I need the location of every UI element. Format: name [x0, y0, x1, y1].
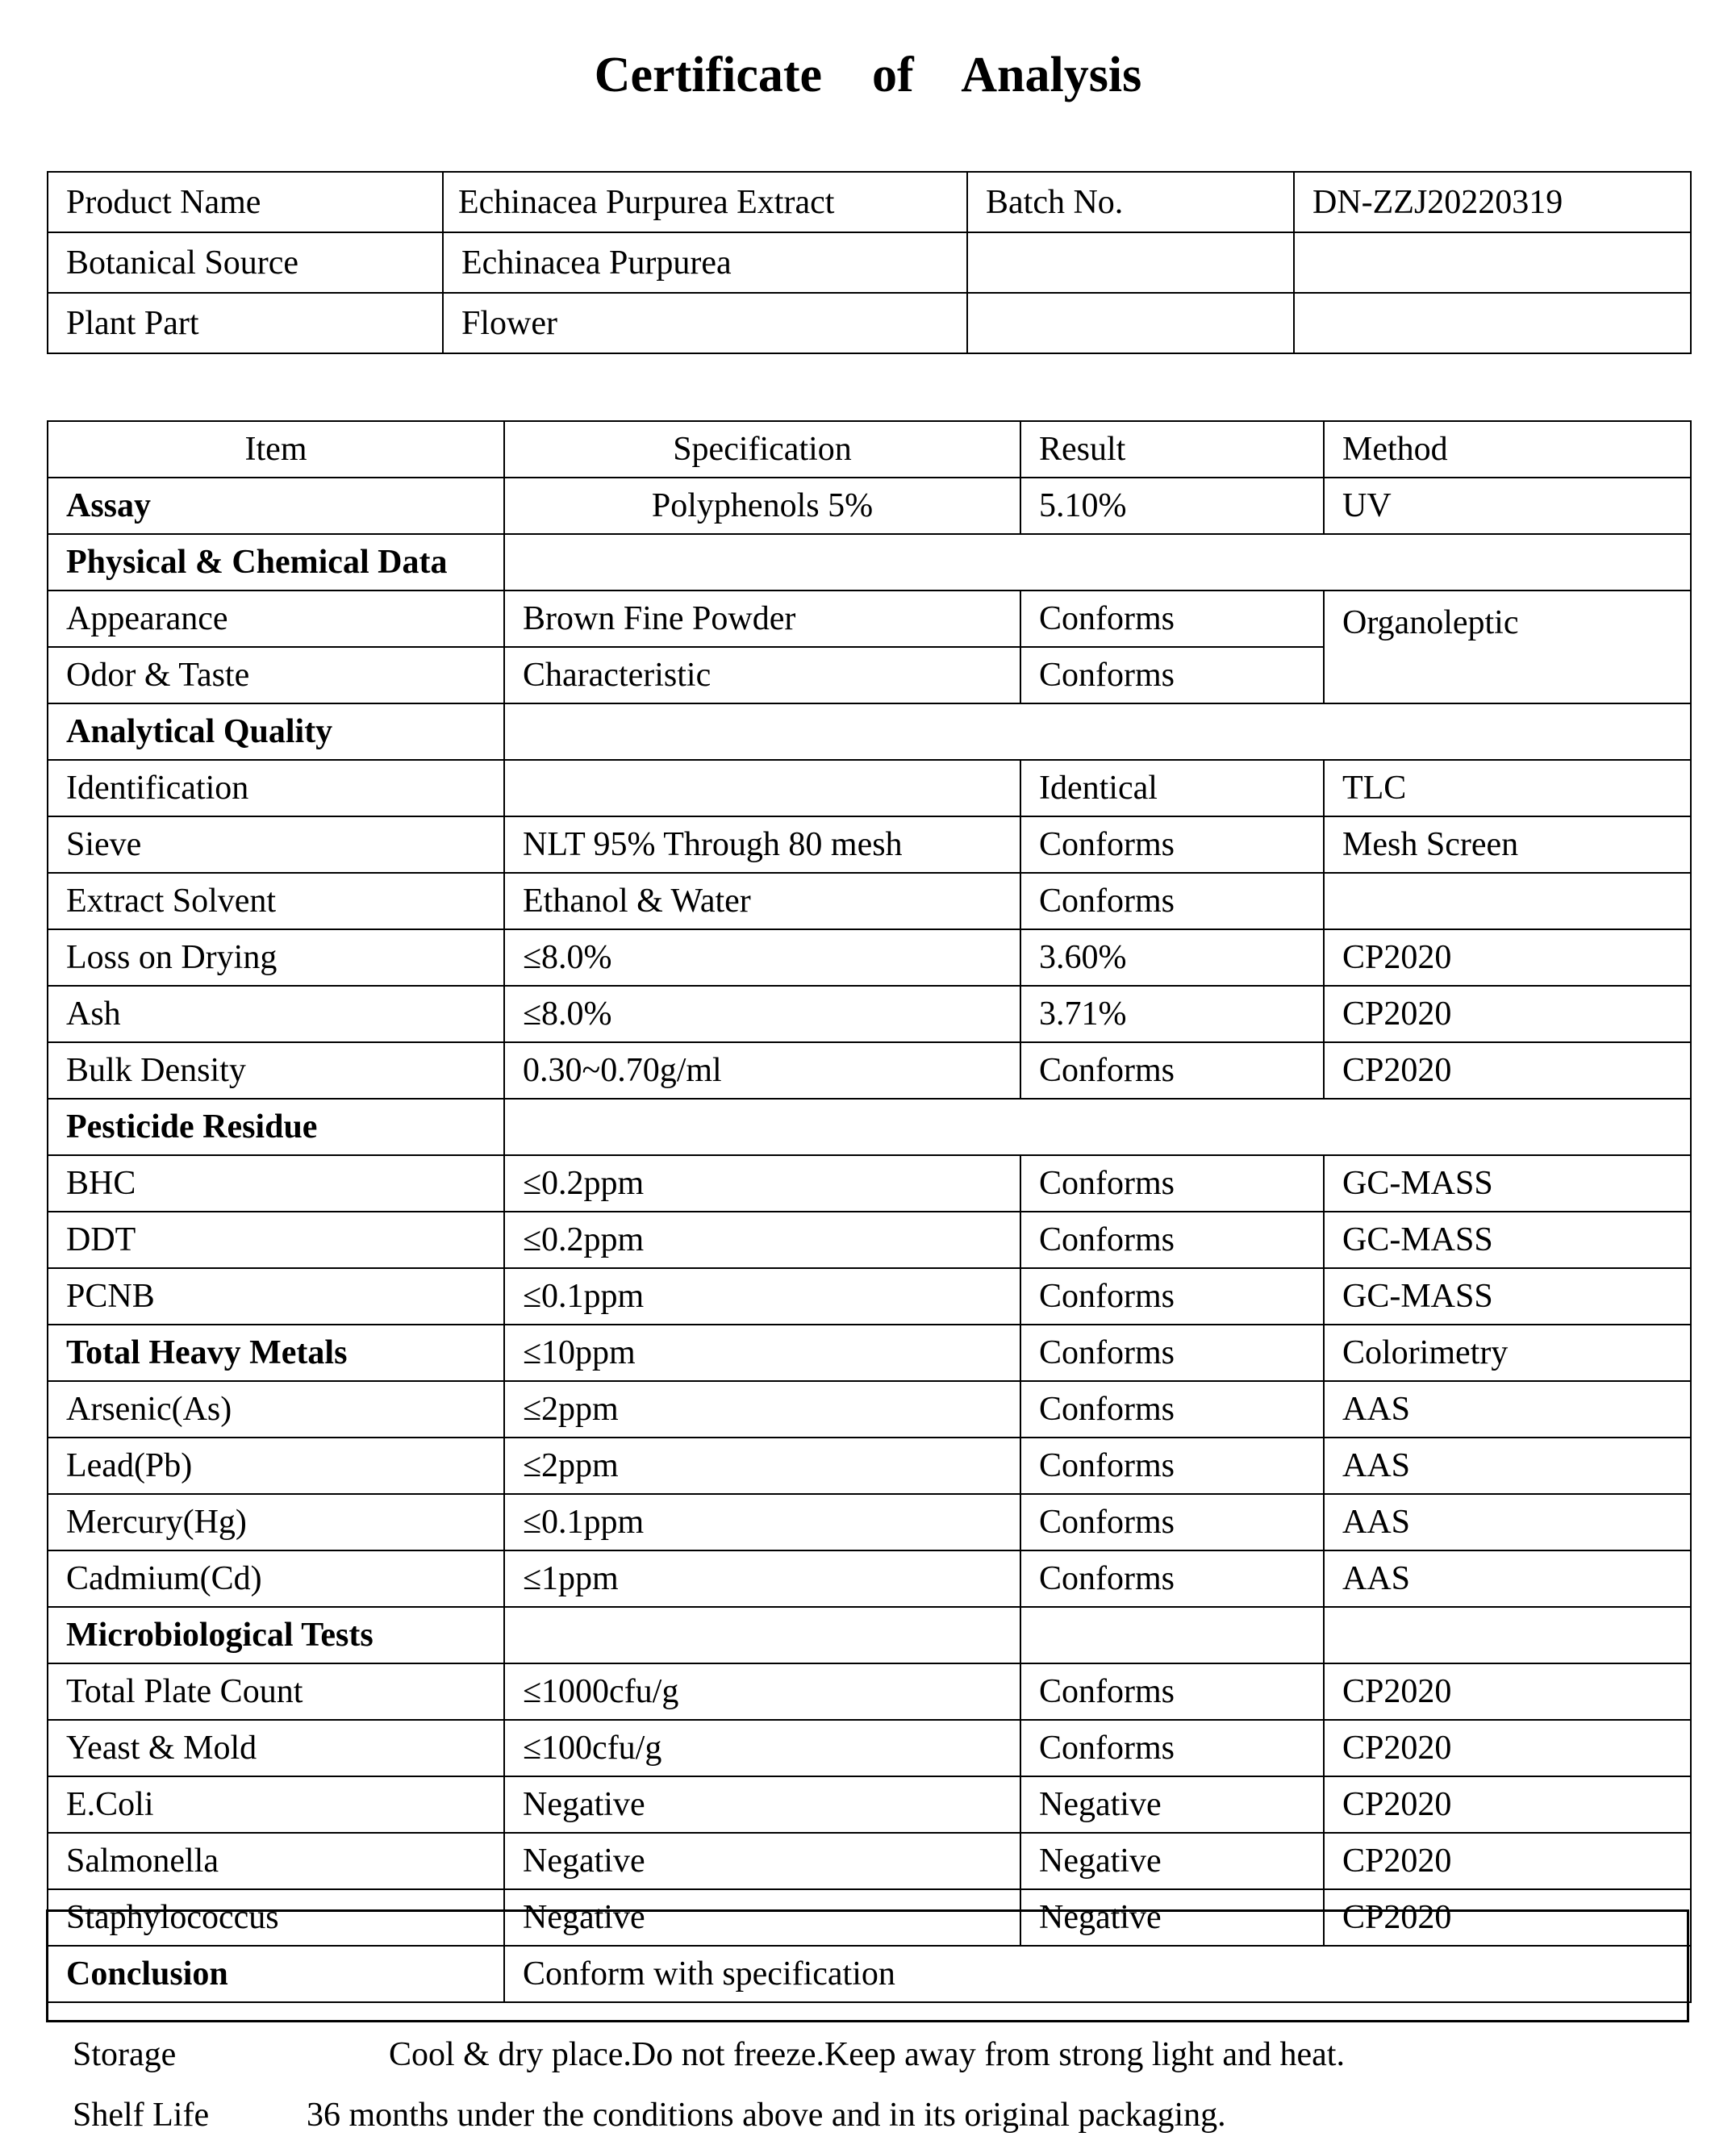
row-result: 3.71% — [1020, 986, 1324, 1042]
row-method: GC-MASS — [1324, 1212, 1691, 1268]
row-spec: ≤0.2ppm — [504, 1155, 1020, 1212]
physical-method: Organoleptic — [1324, 591, 1691, 703]
row-spec: ≤1000cfu/g — [504, 1663, 1020, 1720]
row-result: Conforms — [1020, 1212, 1324, 1268]
analysis-table — [47, 420, 1692, 2003]
row-item: Bulk Density — [48, 1042, 504, 1099]
row-result: Conforms — [1020, 1155, 1324, 1212]
empty-cell — [504, 703, 1691, 760]
row-spec: ≤8.0% — [504, 929, 1020, 986]
row-result: Conforms — [1020, 1494, 1324, 1550]
conclusion-value: Conform with specification — [504, 1946, 1691, 2002]
header-item: Item — [48, 421, 504, 478]
row-result: Conforms — [1020, 647, 1324, 703]
row-item: BHC — [48, 1155, 504, 1212]
row-item: Arsenic(As) — [48, 1381, 504, 1438]
table-row — [48, 986, 1691, 1042]
table-row — [48, 873, 1691, 929]
row-method: CP2020 — [1324, 929, 1691, 986]
row-item: Total Plate Count — [48, 1663, 504, 1720]
row-spec: 0.30~0.70g/ml — [504, 1042, 1020, 1099]
row-result: Conforms — [1020, 873, 1324, 929]
row-item: DDT — [48, 1212, 504, 1268]
row-spec: Negative — [504, 1833, 1020, 1889]
row-method: CP2020 — [1324, 1833, 1691, 1889]
row-spec: ≤0.1ppm — [504, 1494, 1020, 1550]
section-label — [48, 534, 504, 591]
row-method: AAS — [1324, 1494, 1691, 1550]
empty-cell — [1324, 1607, 1691, 1663]
row-method: AAS — [1324, 1438, 1691, 1494]
shelf-life-label: Shelf Life — [73, 2097, 210, 2134]
empty-cell — [504, 1099, 1691, 1155]
empty-cell — [1020, 1607, 1324, 1663]
row-item: Ash — [48, 986, 504, 1042]
assay-row — [48, 478, 1691, 534]
table-row — [48, 1438, 1691, 1494]
table-row — [48, 1550, 1691, 1607]
row-spec: ≤10ppm — [504, 1325, 1020, 1381]
row-spec — [504, 760, 1020, 816]
row-spec: Negative — [504, 1776, 1020, 1833]
row-result: Conforms — [1020, 1268, 1324, 1325]
row-result: Conforms — [1020, 1325, 1324, 1381]
header-method: Method — [1324, 421, 1691, 478]
pesticide-section-label: Pesticide Residue — [66, 1108, 318, 1146]
info-row — [48, 172, 1691, 232]
row-spec: NLT 95% Through 80 mesh — [504, 816, 1020, 873]
row-spec: ≤1ppm — [504, 1550, 1020, 1607]
row-item: Sieve — [48, 816, 504, 873]
table-row — [48, 760, 1691, 816]
row-result: 3.60% — [1020, 929, 1324, 986]
table-row — [48, 816, 1691, 873]
analysis-table-body — [48, 421, 1691, 2002]
heavy-section-label: Total Heavy Metals — [66, 1334, 348, 1371]
botanical-label: Botanical Source — [48, 232, 443, 293]
row-item: Salmonella — [48, 1833, 504, 1889]
table-row — [48, 929, 1691, 986]
row-spec: Ethanol & Water — [504, 873, 1020, 929]
empty-cell — [967, 293, 1294, 353]
empty-cell — [1294, 293, 1691, 353]
row-spec: Brown Fine Powder — [504, 591, 1020, 647]
empty-cell — [504, 1607, 1020, 1663]
table-row — [48, 1155, 1691, 1212]
row-item: Yeast & Mold — [48, 1720, 504, 1776]
conclusion-label: Conclusion — [66, 1955, 228, 1993]
row-item: Mercury(Hg) — [48, 1494, 504, 1550]
row-item: PCNB — [48, 1268, 504, 1325]
batch-label: Batch No. — [967, 172, 1294, 232]
batch-value: DN-ZZJ20220319 — [1294, 172, 1691, 232]
table-row — [48, 1268, 1691, 1325]
row-spec: ≤100cfu/g — [504, 1720, 1020, 1776]
row-spec: Characteristic — [504, 647, 1020, 703]
row-method: CP2020 — [1324, 1663, 1691, 1720]
section-row — [48, 703, 1691, 760]
info-row — [48, 232, 1691, 293]
row-method — [1324, 873, 1691, 929]
row-result: Conforms — [1020, 1438, 1324, 1494]
assay-result: 5.10% — [1020, 478, 1324, 534]
row-method: GC-MASS — [1324, 1268, 1691, 1325]
row-spec: Negative — [504, 1889, 1020, 1946]
product-info-table — [47, 171, 1692, 354]
plant-part-label: Plant Part — [48, 293, 443, 353]
row-result: Negative — [1020, 1776, 1324, 1833]
row-item: Lead(Pb) — [48, 1438, 504, 1494]
storage-value: Cool & dry place.Do not freeze.Keep away from strong light and heat. — [389, 2036, 1345, 2073]
row-item: E.Coli — [48, 1776, 504, 1833]
row-item: Cadmium(Cd) — [48, 1550, 504, 1607]
empty-cell — [504, 534, 1691, 591]
info-row — [48, 293, 1691, 353]
row-result: Conforms — [1020, 1042, 1324, 1099]
row-spec: ≤2ppm — [504, 1381, 1020, 1438]
row-spec: ≤0.2ppm — [504, 1212, 1020, 1268]
section-row — [48, 534, 1691, 591]
row-method: TLC — [1324, 760, 1691, 816]
row-item: Identification — [48, 760, 504, 816]
section-label — [48, 1607, 504, 1663]
table-row — [48, 1494, 1691, 1550]
row-spec: ≤0.1ppm — [504, 1268, 1020, 1325]
row-spec: ≤8.0% — [504, 986, 1020, 1042]
empty-cell — [1294, 232, 1691, 293]
header-row — [48, 421, 1691, 478]
table-row — [48, 1776, 1691, 1833]
row-result: Identical — [1020, 760, 1324, 816]
heavy-metals-row — [48, 1325, 1691, 1381]
table-row — [48, 591, 1691, 647]
section-label — [48, 478, 504, 534]
assay-spec: Polyphenols 5% — [504, 478, 1020, 534]
table-row — [48, 1833, 1691, 1889]
section-label — [48, 703, 504, 760]
row-item: Loss on Drying — [48, 929, 504, 986]
assay-label: Assay — [66, 487, 152, 524]
empty-cell — [967, 232, 1294, 293]
row-method: CP2020 — [1324, 1889, 1691, 1946]
table-row — [48, 1212, 1691, 1268]
row-spec: ≤2ppm — [504, 1438, 1020, 1494]
header-spec: Specification — [504, 421, 1020, 478]
row-method: GC-MASS — [1324, 1155, 1691, 1212]
section-label — [48, 1099, 504, 1155]
physical-section-label: Physical & Chemical Data — [66, 544, 448, 581]
analytical-section-label: Analytical Quality — [66, 713, 333, 750]
row-method: AAS — [1324, 1381, 1691, 1438]
row-item: Odor & Taste — [48, 647, 504, 703]
section-label — [48, 1946, 504, 2002]
micro-section-label: Microbiological Tests — [66, 1617, 373, 1654]
row-method: CP2020 — [1324, 1720, 1691, 1776]
shelf-life-value: 36 months under the conditions above and in its original packaging. — [307, 2097, 1226, 2134]
row-item: Appearance — [48, 591, 504, 647]
row-result: Conforms — [1020, 1663, 1324, 1720]
section-row — [48, 1099, 1691, 1155]
assay-method: UV — [1324, 478, 1691, 534]
storage-label: Storage — [73, 2036, 177, 2073]
table-row — [48, 1381, 1691, 1438]
row-result: Conforms — [1020, 591, 1324, 647]
row-result: Conforms — [1020, 816, 1324, 873]
table-row — [48, 1663, 1691, 1720]
row-method: Mesh Screen — [1324, 816, 1691, 873]
conclusion-row — [48, 1946, 1691, 2002]
document-title: Certificate of Analysis — [594, 48, 1142, 102]
row-method: Colorimetry — [1324, 1325, 1691, 1381]
section-label — [48, 1325, 504, 1381]
row-result: Conforms — [1020, 1550, 1324, 1607]
botanical-value: Echinacea Purpurea — [443, 232, 967, 293]
plant-part-value: Flower — [443, 293, 967, 353]
table-row — [48, 1889, 1691, 1946]
table-row — [48, 1042, 1691, 1099]
row-result: Negative — [1020, 1889, 1324, 1946]
row-result: Conforms — [1020, 1381, 1324, 1438]
section-row — [48, 1607, 1691, 1663]
row-result: Conforms — [1020, 1720, 1324, 1776]
row-result: Negative — [1020, 1833, 1324, 1889]
row-method: CP2020 — [1324, 1776, 1691, 1833]
header-result: Result — [1020, 421, 1324, 478]
row-method: AAS — [1324, 1550, 1691, 1607]
product-name-value: Echinacea Purpurea Extract — [443, 172, 967, 232]
row-item: Staphylococcus — [48, 1889, 504, 1946]
product-name-label: Product Name — [48, 172, 443, 232]
table-row — [48, 1720, 1691, 1776]
row-item: Extract Solvent — [48, 873, 504, 929]
row-method: CP2020 — [1324, 986, 1691, 1042]
row-method: CP2020 — [1324, 1042, 1691, 1099]
